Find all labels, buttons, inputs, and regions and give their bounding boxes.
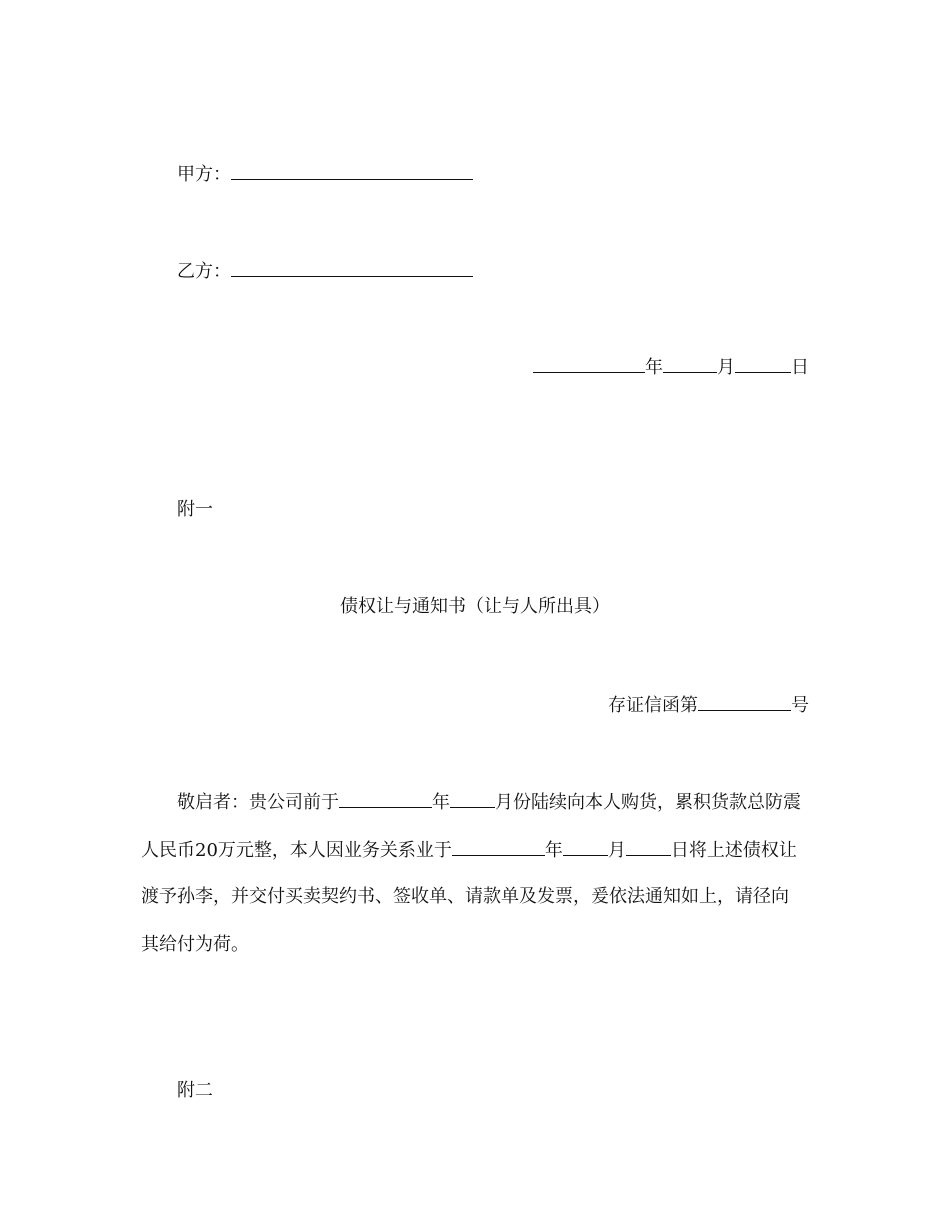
reference-prefix: 存证信函第 (608, 695, 698, 716)
transfer-year-blank (452, 837, 545, 856)
day-label: 日 (791, 357, 809, 378)
body-line-4: 其给付为荷。 (141, 934, 249, 955)
purchase-year-blank (339, 789, 432, 808)
body-text: 敬启者：贵公司前于 (177, 792, 339, 813)
reference-line (608, 692, 809, 718)
body-line-2 (141, 837, 797, 863)
body-text: 年 (432, 792, 450, 813)
reference-blank (698, 692, 791, 711)
party-a-blank (231, 161, 473, 180)
year-blank (533, 354, 645, 373)
party-a-line (177, 161, 473, 187)
body-text: 月 (607, 840, 626, 861)
purchase-month-blank (450, 789, 495, 808)
party-b-line (177, 258, 473, 284)
day-blank (735, 354, 791, 373)
party-b-blank (231, 258, 473, 277)
reference-suffix: 号 (791, 695, 809, 716)
notice-title: 债权让与通知书（让与人所出具） (340, 596, 610, 617)
month-blank (663, 354, 717, 373)
party-a-label: 甲方： (177, 164, 231, 185)
transfer-day-blank (626, 837, 671, 856)
transfer-month-blank (563, 837, 608, 856)
appendix-1-heading: 附一 (177, 499, 213, 520)
year-label: 年 (645, 357, 663, 378)
party-b-label: 乙方： (177, 261, 231, 282)
body-line-1 (177, 789, 801, 815)
body-text: 人民币20万元整，本人因业务关系业于 (141, 840, 452, 861)
body-text: 月份陆续向本人购货，累积货款总防震 (495, 792, 801, 813)
body-text: 日将上述债权让 (670, 840, 797, 861)
month-label: 月 (717, 357, 735, 378)
appendix-2-heading: 附二 (177, 1080, 213, 1101)
body-line-3: 渡予孙李，并交付买卖契约书、签收单、请款单及发票，爰依法通知如上，请径向 (141, 886, 789, 907)
date-line (533, 354, 809, 380)
body-text: 年 (544, 840, 563, 861)
